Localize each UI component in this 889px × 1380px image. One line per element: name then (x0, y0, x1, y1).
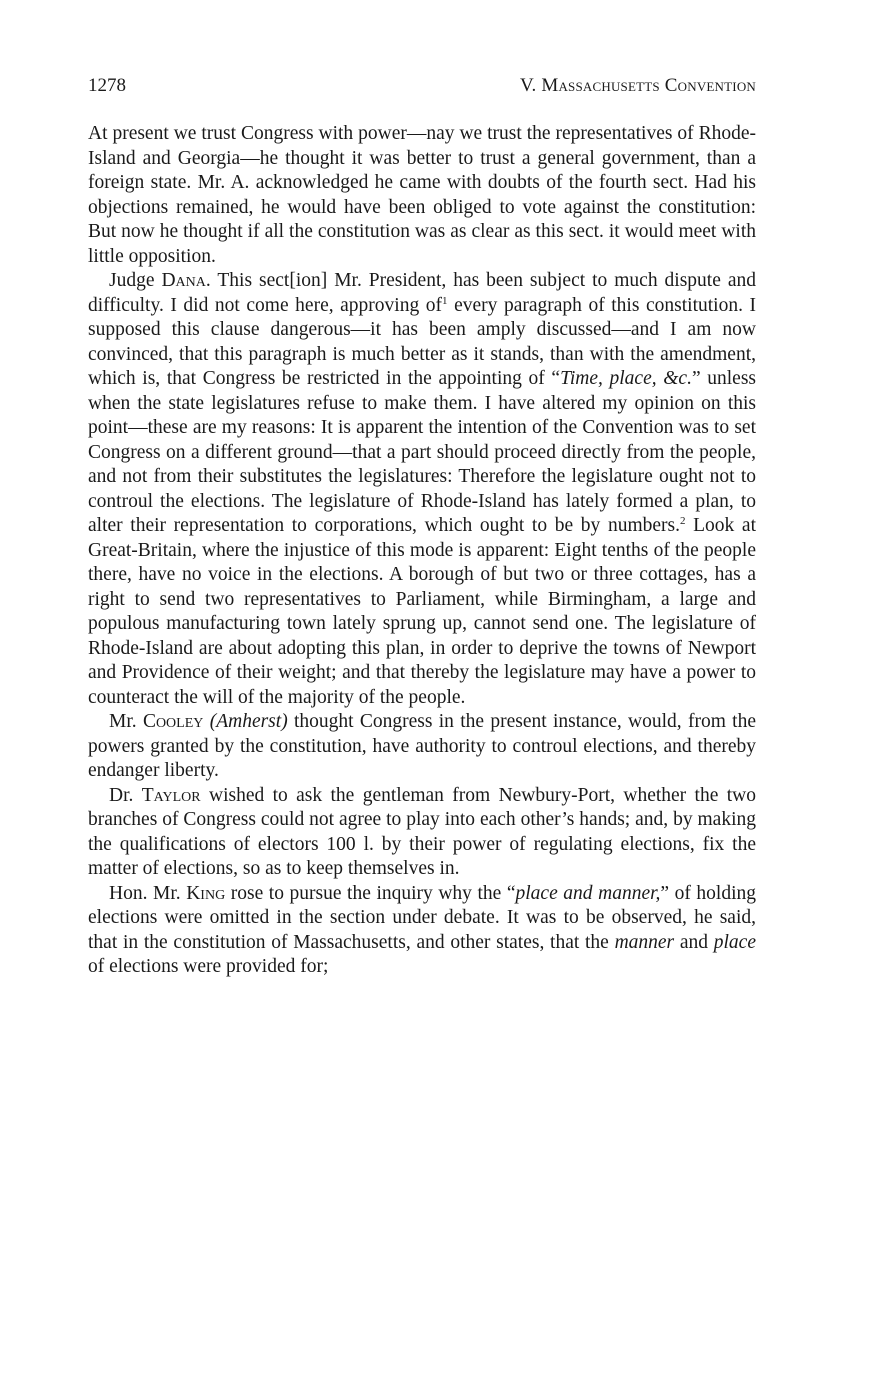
cooley-text: thought Congress in the present instance, would, from the powers granted by the constitution, have authority to controul elections, and thereby endanger liberty. (88, 711, 756, 781)
king-text-c: and (674, 931, 714, 953)
king-text-b: ” of holding elections were omitted in the section under debate. It was to be observed, he said, that in the constitution of Massachusetts, and other states, that the (88, 882, 757, 953)
king-text-a: rose to pursue the inquiry why the “ (225, 882, 516, 904)
word-place: place (713, 931, 756, 953)
page-number: 1278 (88, 75, 126, 96)
speaker-taylor: Taylor (141, 784, 201, 806)
dana-text-a: . This sect[ion] Mr. President, has been subject to much dispute and difficulty. I did not come here, approving of (88, 270, 756, 316)
king-text-d: of elections were provided for; (88, 956, 329, 977)
quote-time-place: Time, place, &c. (560, 368, 692, 389)
paragraph-5-king (88, 882, 756, 980)
speaker-king: King (186, 882, 226, 904)
running-head (88, 74, 756, 98)
word-manner: manner (614, 931, 675, 953)
paragraph-4-taylor (88, 784, 756, 882)
title-mr: Mr. (109, 711, 143, 732)
running-title: V. Massachusetts Convention (520, 75, 756, 96)
document-page (88, 74, 756, 980)
speaker-dana: Dana (161, 270, 206, 291)
footnote-ref-1: 1 (442, 294, 448, 307)
title-judge: Judge (109, 270, 162, 291)
body-text (88, 122, 756, 980)
paragraph-1-text: At present we trust Congress with power—nay we trust the representatives of Rhode-Island and Georgia—he thought it was better to trust a general government, than a foreign state. Mr. A. acknowledged he came with doubts of the fourth sect. Had his objections remained, he would have been obliged to vote against the constitution: But now he thought if all the constitution was as clear as this sect. it would meet with little opposition. (88, 123, 756, 267)
quote-place-manner: place and manner, (515, 882, 661, 904)
cooley-place: (Amherst) (209, 711, 288, 732)
dana-text-c: ” unless when the state legislatures refuse to make them. I have altered my opinion on this point—these are my reasons: It is apparent the intention of the Convention was to set Congress on a different ground—that a part should proceed directly from the people, and not from their substitutes the legislatures: Therefore the legislature ought not to controul the elections. The legislature of Rhode-Island has lately formed a plan, to alter their representation to corporations, which ought to be by numbers. (88, 368, 757, 536)
taylor-text: wished to ask the gentleman from Newbury-Port, whether the two branches of Congress could not agree to play into each other’s hands; and, by making the qualifications of electors 100 l. by their power of regulating elections, fix the matter of elections, so as to keep themselves in. (88, 784, 756, 879)
speaker-cooley: Cooley (142, 711, 204, 732)
dana-text-d: Look at Great-Britain, where the injustice of this mode is apparent: Eight tenths of the people there, have no voice in the elections. A borough of but two or three cottages, has a right to send two representatives to Parliament, while Birmingham, a large and populous manufacturing town lately sprung up, cannot send one. The legislature of Rhode-Island are about adopting this plan, in order to deprive the towns of Newport and Providence of their weight; and that thereby the legislature may have a power to counteract the will of the majority of the people. (88, 515, 757, 708)
paragraph-1 (88, 122, 756, 269)
paragraph-3-cooley (88, 710, 756, 784)
dana-text-b: every paragraph of this constitution. I supposed this clause dangerous—it has been amply discussed—and I am now convinced, that this paragraph is much better as it stands, than with the amendment, which is, that Congress be restricted in the appointing of “ (88, 294, 757, 389)
paragraph-2-dana (88, 269, 756, 710)
title-hon-mr: Hon. Mr. (109, 882, 187, 904)
title-dr: Dr. (109, 784, 142, 806)
footnote-ref-2: 2 (679, 515, 686, 527)
